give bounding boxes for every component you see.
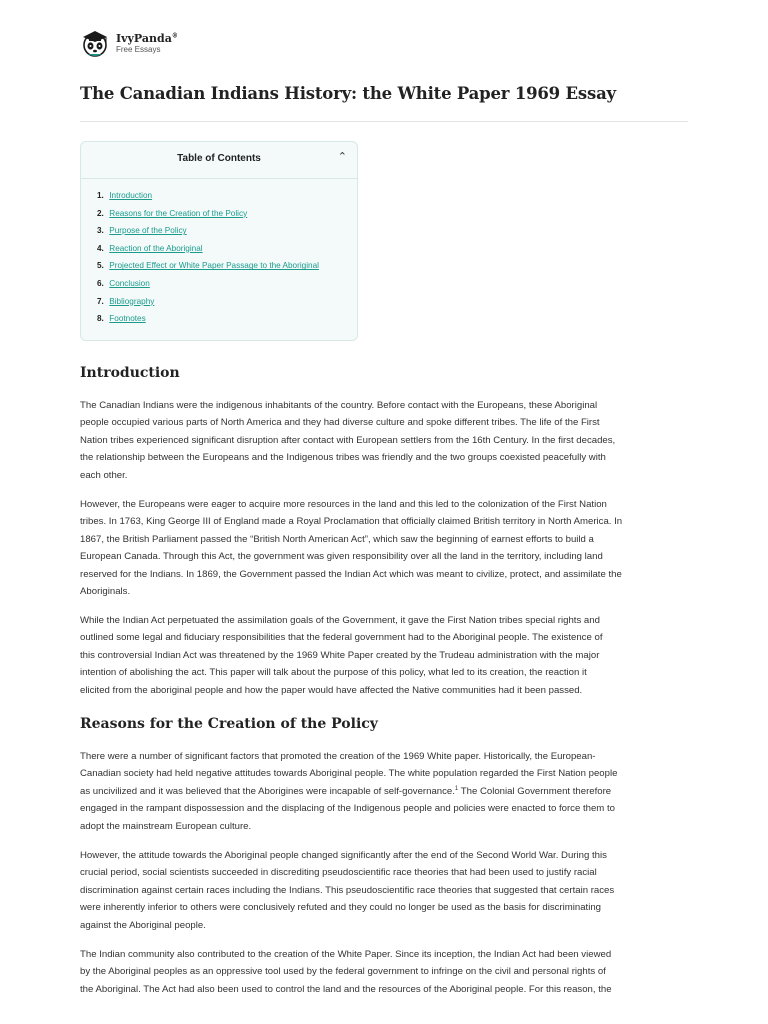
toc-link-footnotes[interactable]: Footnotes	[109, 314, 146, 324]
toc-item: 5. Projected Effect or White Paper Passage to the Aboriginal	[97, 261, 319, 271]
title-divider	[80, 121, 688, 122]
toc-link-bibliography[interactable]: Bibliography	[109, 296, 155, 306]
site-logo[interactable]	[80, 28, 178, 58]
chevron-up-icon[interactable]: ⌃	[337, 151, 347, 163]
toc-link-reaction[interactable]: Reaction of the Aboriginal	[109, 243, 203, 253]
intro-paragraph-3: While the Indian Act perpetuated the assimilation goals of the Government, it gave the First Nation tribes special rights and outlined some legal and fiduciary responsibilities that the federal government had to the Aboriginal people. The existence of this controversial Indian Act was threatened by the 1969 White Paper created by the Trudeau administration with the major intention of abolishing the act. This paper will talk about the purpose of this policy, what led to its creation, the reaction it elicited from the aboriginal people and how the paper would have affected the Native communities had it been passed.	[80, 615, 603, 696]
toc-item: 6. Conclusion	[97, 278, 150, 288]
panda-logo-icon	[80, 28, 110, 58]
toc-item: 8. Footnotes	[97, 314, 146, 324]
toc-link-projected-effect[interactable]: Projected Effect or White Paper Passage to the Aboriginal	[109, 261, 319, 271]
intro-paragraph-1: The Canadian Indians were the indigenous inhabitants of the country. Before contact with the Europeans, these Aboriginal people occupied various parts of North America and they had diverse culture and spoke different tribes. The life of the First Nation tribes experienced significant disruption after contact with European settlers from the 16th Century. In the first decades, the relationship between the Europeans and the Indigenous tribes was friendly and the two groups coexisted peacefully with each other.	[80, 400, 616, 481]
toc-item: 1. Introduction	[97, 191, 153, 200]
toc-list	[97, 190, 319, 331]
toc-link-introduction[interactable]: Introduction	[109, 191, 153, 200]
footnote-ref-1[interactable]: 1	[454, 785, 459, 792]
logo-name: IvyPanda®	[116, 31, 178, 45]
reasons-paragraph-1: There were a number of significant factors that promoted the creation of the 1969 White paper. Historically, the European- Canadian society had held negative attitudes towards Aboriginal people. The white population regarded the First Nation people as uncivilized and it was believed that the Aborigines were incapable of self-governance.$^1$ The Colonial Government therefore engaged in the rampant dispossession and the displacing of the Indigenous people and policies were enacted to force them to adopt the mainstream European culture.	[80, 751, 618, 832]
toc-item: 2. Reasons for the Creation of the Policy	[97, 208, 248, 218]
toc-link-reasons[interactable]: Reasons for the Creation of the Policy	[109, 208, 248, 218]
toc-header[interactable]	[81, 142, 357, 179]
toc-link-conclusion[interactable]: Conclusion	[109, 278, 150, 288]
reasons-paragraph-2: However, the attitude towards the Aboriginal people changed significantly after the end of the Second World War. During this crucial period, social scientists succeeded in discrediting pseudoscientific race theories that had been used to justify racial discrimination against certain races including the Indians. This pseudoscientific race theories that suggested that certain races were inherently inferior to others were conclusively refuted and they could no longer be used as the basis for discriminating against the Aboriginal people.	[80, 850, 615, 931]
toc-item: 3. Purpose of the Policy	[97, 226, 187, 236]
toc-title: Table of Contents	[177, 153, 261, 164]
table-of-contents	[80, 141, 358, 341]
heading-reasons: Reasons for the Creation of the Policy	[80, 716, 378, 732]
reasons-paragraph-3: The Indian community also contributed to the creation of the White Paper. Since its inception, the Indian Act had been viewed by the Aboriginal peoples as an oppressive tool used by the federal government to infringe on the civil and personal rights of the Aboriginal. The Act had also been used to control the land and the resources of the Aboriginal people. For this reason, the	[80, 949, 612, 995]
toc-item: 7. Bibliography	[97, 296, 155, 306]
page-title: The Canadian Indians History: the White Paper 1969 Essay	[80, 84, 616, 103]
logo-subtitle: Free Essays	[116, 44, 161, 54]
toc-link-purpose[interactable]: Purpose of the Policy	[109, 226, 187, 236]
heading-introduction: Introduction	[80, 365, 180, 381]
intro-paragraph-2: However, the Europeans were eager to acquire more resources in the land and this led to the colonization of the First Nation tribes. In 1763, King George III of England made a Royal Proclamation that officially claimed British territory in North America. In 1867, the British Parliament passed the “British North American Act”, which saw the beginning of earnest efforts to build a European Canada. Through this Act, the government was given responsibility over all the land in the territory, including land reserved for the Indians. In 1869, the Government passed the Indian Act which was meant to civilize, protect, and assimilate the Aboriginals.	[80, 499, 623, 598]
toc-item: 4. Reaction of the Aboriginal	[97, 243, 203, 253]
